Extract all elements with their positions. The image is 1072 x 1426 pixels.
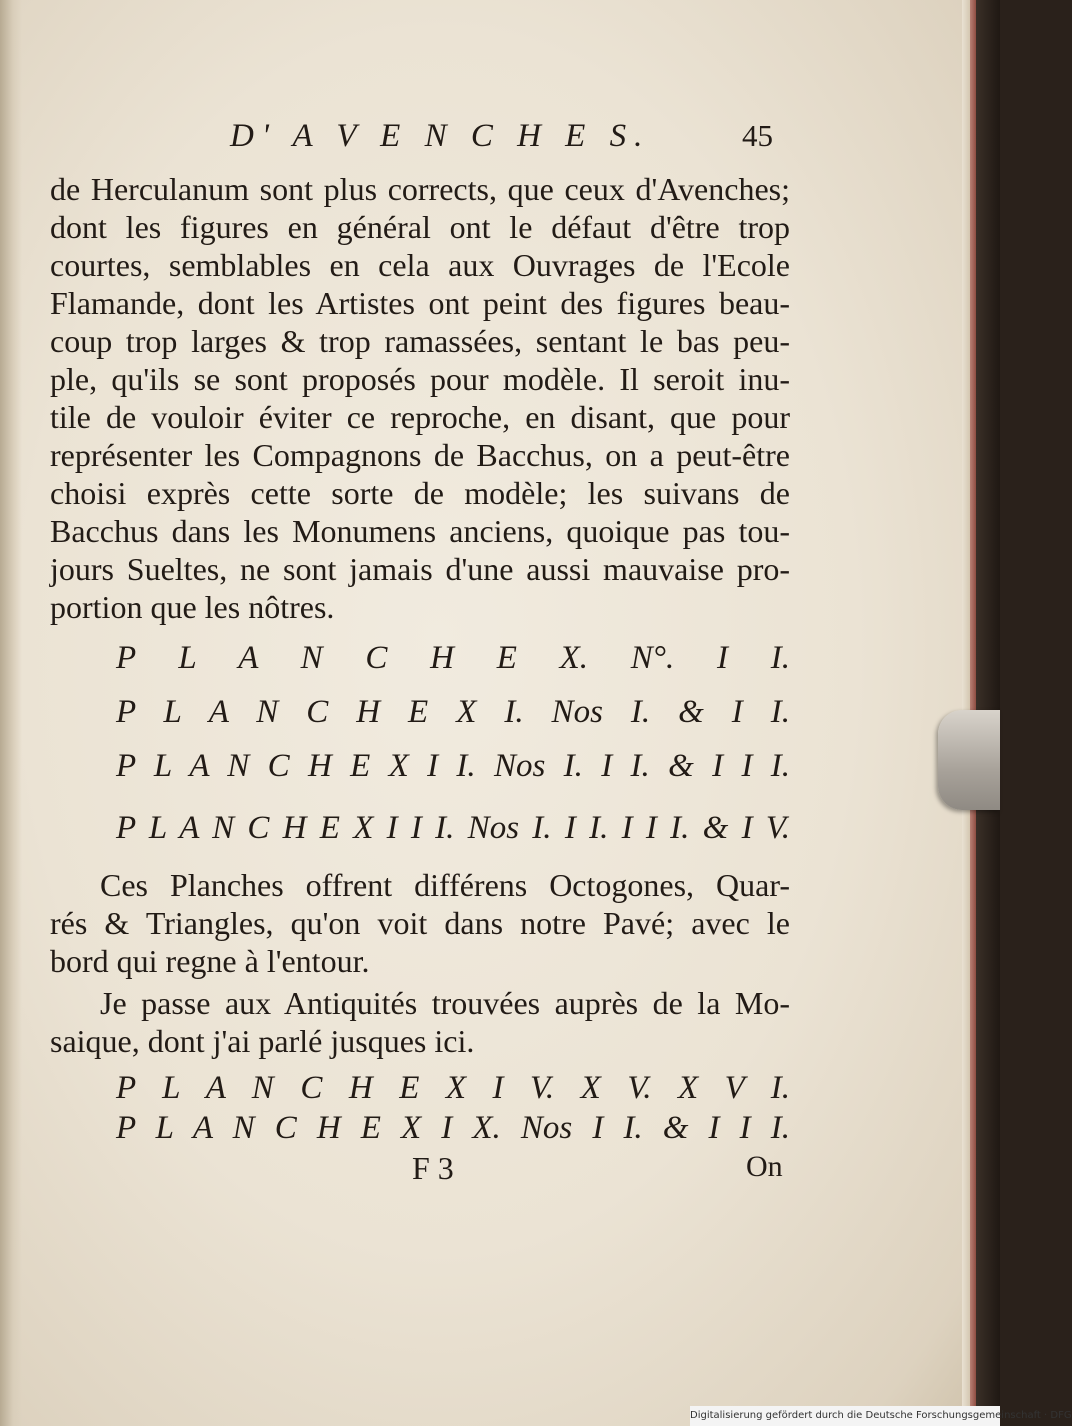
plate-heading: P L A N C H E X I X. Nos I I. & I I I.: [116, 1110, 790, 1146]
plate-heading: P L A N C H E X I I I. Nos I. I I. I I I. & I V.: [116, 810, 790, 846]
text-line: de Herculanum sont plus corrects, que ceux d'Avenches;: [50, 171, 790, 207]
catchword: On: [746, 1150, 783, 1183]
text-line: représenter les Compagnons de Bacchus, on a peut-être: [50, 437, 790, 473]
text-line: courtes, semblables en cela aux Ouvrages de l'Ecole: [50, 247, 790, 283]
plate-heading: P L A N C H E X. N°. I I.: [116, 640, 790, 676]
page-number: 45: [742, 118, 773, 153]
text-line: tile de vouloir éviter ce reproche, en disant, que pour: [50, 399, 790, 435]
text-line: Ces Planches offrent différens Octogones, Quar-: [100, 867, 790, 903]
text-line: Flamande, dont les Artistes ont peint des figures beau-: [50, 285, 790, 321]
text-line: Je passe aux Antiquités trouvées auprès de la Mo-: [100, 985, 790, 1021]
text-line: jours Sueltes, ne sont jamais d'une aussi mauvaise pro-: [50, 551, 790, 587]
running-header: D' A V E N C H E S.: [230, 118, 651, 154]
text-line: coup trop larges & trop ramassées, sentant le bas peu-: [50, 323, 790, 359]
plate-heading: P L A N C H E X I V. X V. X V I.: [116, 1070, 790, 1106]
text-line-last: saique, dont j'ai parlé jusques ici.: [50, 1023, 475, 1059]
text-line: Bacchus dans les Monumens anciens, quoique pas tou-: [50, 513, 790, 549]
text-line-last: portion que les nôtres.: [50, 589, 335, 625]
plate-heading: P L A N C H E X I I. Nos I. I I. & I I I.: [116, 748, 790, 784]
text-line: rés & Triangles, qu'on voit dans notre Pavé; avec le: [50, 905, 790, 941]
text-line: ple, qu'ils se sont proposés pour modèle. Il seroit inu-: [50, 361, 790, 397]
text-line-last: bord qui regne à l'entour.: [50, 943, 370, 979]
digitization-credit: Digitalisierung gefördert durch die Deutsche Forschungsgemeinschaft · DFG: [690, 1406, 1000, 1426]
plate-heading: P L A N C H E X I. Nos I. & I I.: [116, 694, 790, 730]
text-line: choisi exprès cette sorte de modèle; les suivans de: [50, 475, 790, 511]
signature-mark: F 3: [412, 1150, 454, 1186]
text-line: dont les figures en général ont le défaut d'être trop: [50, 209, 790, 245]
